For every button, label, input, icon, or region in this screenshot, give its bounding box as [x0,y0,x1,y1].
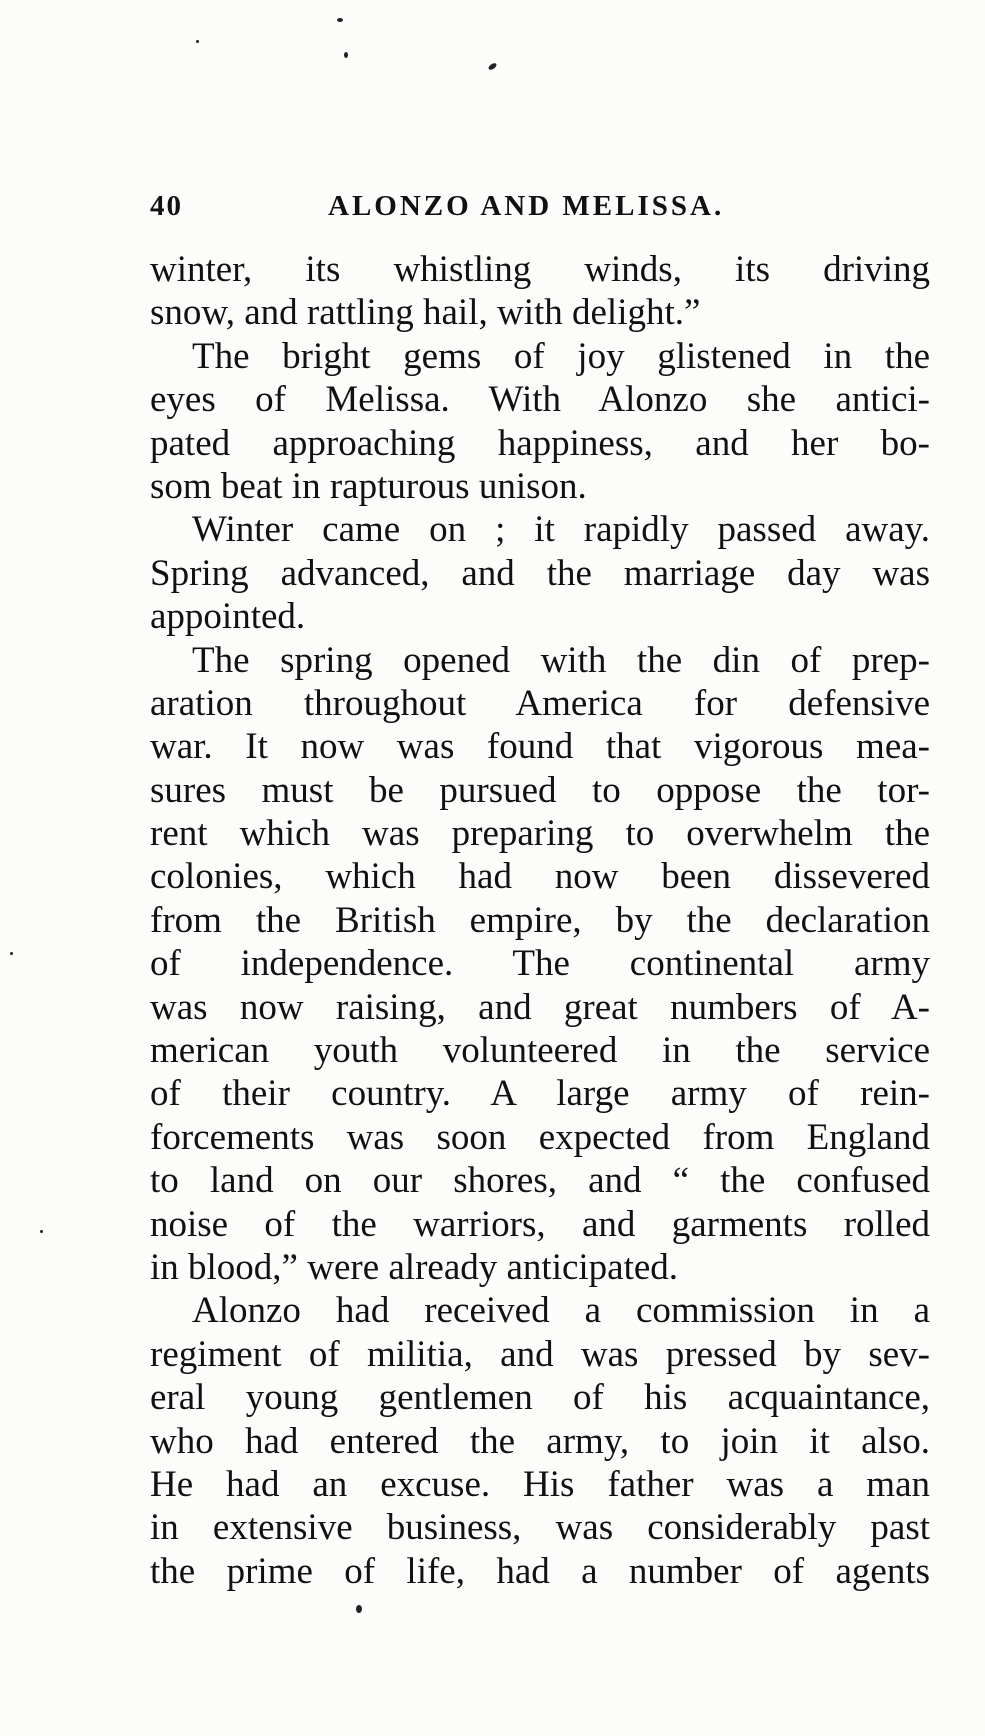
text-line: eyes of Melissa. With Alonzo she antici- [150,379,930,421]
text-line: snow, and rattling hail, with delight.” [150,292,701,334]
text-line: colonies, which had now been dissevered [150,856,930,898]
ink-speck [337,18,343,22]
text-line: war. It now was found that vigorous mea- [150,726,930,768]
text-line: som beat in rapturous unison. [150,465,587,507]
ink-speck [196,40,199,43]
text-line: was now raising, and great numbers of A- [150,986,930,1028]
ink-speck [356,1605,362,1613]
ink-speck [40,1230,43,1233]
text-line: Alonzo had received a commission in a [192,1290,930,1332]
text-line: eral young gentlemen of his acquaintance, [150,1377,930,1419]
text-line: The bright gems of joy glistened in the [192,335,930,377]
text-line: noise of the warriors, and garments rolled [150,1203,930,1245]
text-line: to land on our shores, and “ the confused [150,1160,930,1202]
text-line: aration throughout America for defensive [150,682,930,724]
text-line: who had entered the army, to join it also. [150,1420,930,1462]
text-line: forcements was soon expected from England [150,1116,930,1158]
text-line: Spring advanced, and the marriage day was [150,552,930,594]
text-line: the prime of life, had a number of agents [150,1550,930,1592]
text-line: Winter came on ; it rapidly passed away. [192,509,930,551]
text-line: regiment of militia, and was pressed by sev- [150,1333,930,1375]
body-text [150,248,930,1593]
ink-speck [487,62,497,71]
text-line: He had an excuse. His father was a man [150,1463,930,1505]
running-title: ALONZO AND MELISSA. [328,190,725,222]
text-line: rent which was preparing to overwhelm the [150,813,930,855]
ink-speck [344,52,348,58]
page-header [150,190,930,230]
text-line: appointed. [150,596,306,638]
text-line: from the British empire, by the declaration [150,899,930,941]
text-line: of their country. A large army of rein- [150,1073,930,1115]
text-line: sures must be pursued to oppose the tor- [150,769,930,811]
ink-speck [10,952,13,955]
page-number: 40 [150,190,183,222]
text-line: of independence. The continental army [150,943,930,985]
text-line: in blood,” were already anticipated. [150,1246,679,1288]
text-line: merican youth volunteered in the service [150,1030,930,1072]
text-line: in extensive business, was considerably past [150,1507,930,1549]
text-line: winter, its whistling winds, its driving [150,249,930,290]
text-line: The spring opened with the din of prep- [192,639,930,681]
text-line: pated approaching happiness, and her bo- [150,422,930,464]
